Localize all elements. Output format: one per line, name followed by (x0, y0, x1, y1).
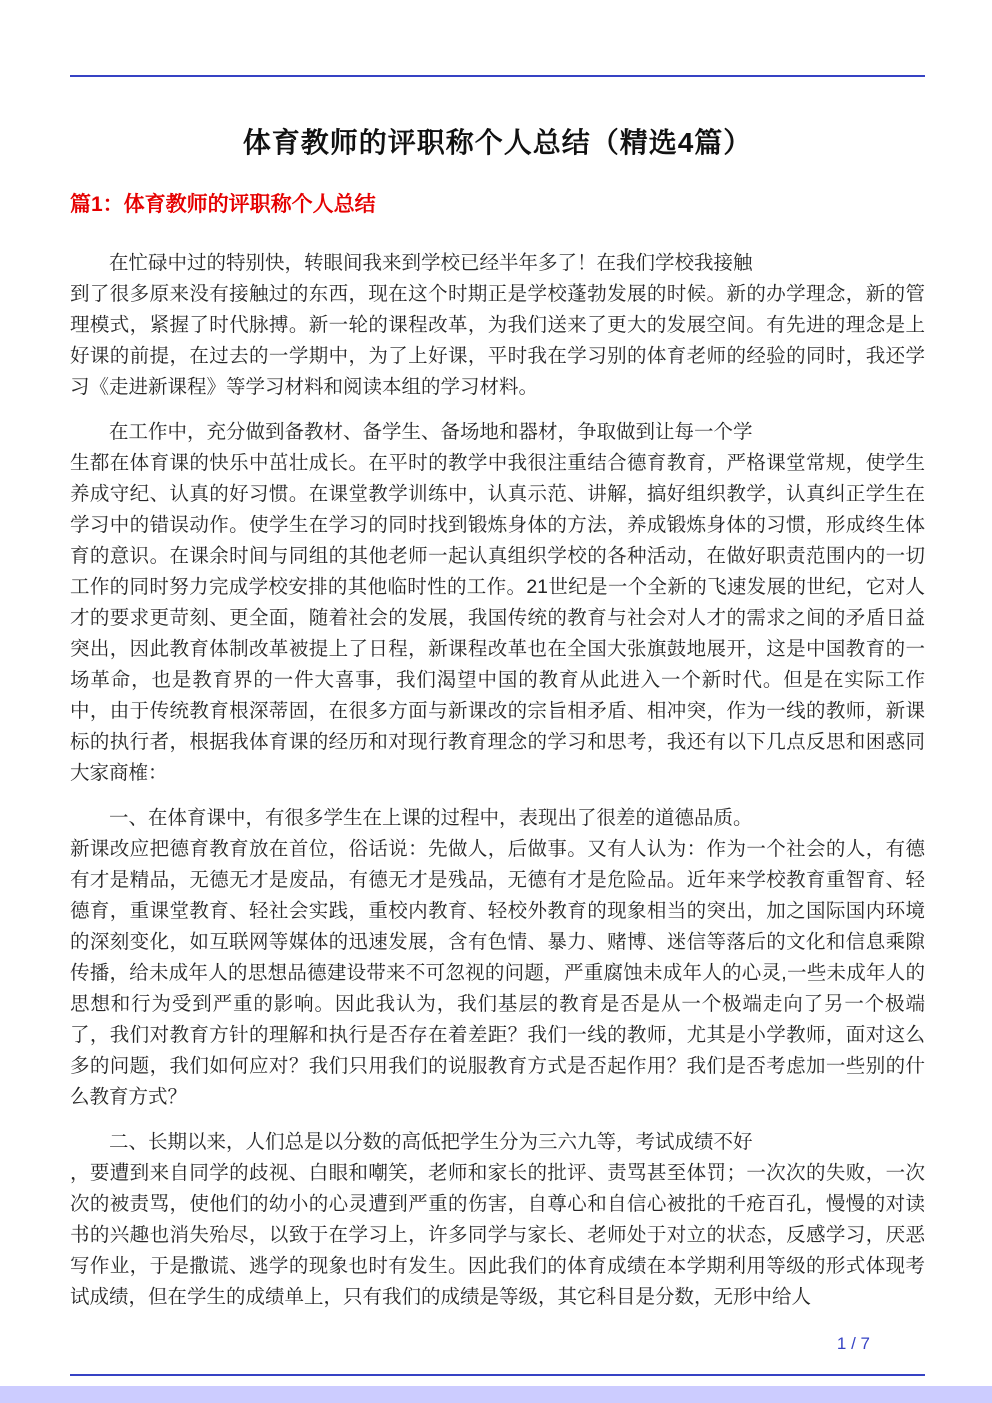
header-rule (70, 75, 925, 77)
paragraph-1-first-line: 在忙碌中过的特别快，转眼间我来到学校已经半年多了！在我们学校我接触 (109, 252, 753, 274)
paragraph-3-body: 新课改应把德育教育放在首位，俗话说：先做人，后做事。又有人认为：作为一个社会的人，有德有才是精品，无德无才是废品，有德无才是残品，无德有才是危险品。近年来学校教育重智育、轻德育，重课堂教育、轻社会实践，重校内教育、轻校外教育的现象相当的突出，加之国际国内环境的深刻变化，如互联网等媒体的迅速发展，含有色情、暴力、赌博、迷信等落后的文化和信息乘隙传播，给未成年人的思想品德建设带来不可忽视的问题，严重腐蚀未成年人的心灵,一些未成年人的思想和行为受到严重的影响。因此我认为，我们基层的教育是否是从一个极端走向了另一个极端了，我们对教育方针的理解和执行是否存在着差距？我们一线的教师，尤其是小学教师，面对这么多的问题，我们如何应对？我们只用我们的说服教育方式是否起作用？我们是否考虑加一些别的什么教育方式？ (70, 838, 925, 1108)
page-number: 1 / 7 (836, 1334, 870, 1353)
paragraph-2 (70, 417, 925, 789)
paragraph-4-body: ，要遭到来自同学的歧视、白眼和嘲笑，老师和家长的批评、责骂甚至体罚；一次次的失败，一次次的被责骂，使他们的幼小的心灵遭到严重的伤害，自尊心和自信心被批的千疮百孔，慢慢的对读书的兴趣也消失殆尽，以致于在学习上，许多同学与家长、老师处于对立的状态，反感学习，厌恶写作业，于是撒谎、逃学的现象也时有发生。因此我们的体育成绩在本学期利用等级的形式体现考试成绩，但在学生的成绩单上，只有我们的成绩是等级，其它科目是分数，无形中给人 (70, 1162, 925, 1308)
document-title: 体育教师的评职称个人总结（精选4篇） (242, 127, 753, 158)
paragraph-4 (70, 1127, 925, 1313)
footer-rule (70, 1374, 925, 1376)
paragraph-3 (70, 803, 925, 1113)
paragraph-1-body: 到了很多原来没有接触过的东西，现在这个时期正是学校蓬勃发展的时候。新的办学理念，新的管理模式，紧握了时代脉搏。新一轮的课程改革，为我们送来了更大的发展空间。有先进的理念是上好课的前提，在过去的一学期中，为了上好课，平时我在学习别的体育老师的经验的同时，我还学习《走进新课程》等学习材料和阅读本组的学习材料。 (70, 283, 925, 398)
section-heading: 篇1：体育教师的评职称个人总结 (70, 193, 376, 216)
paragraph-4-first-line: 二、长期以来，人们总是以分数的高低把学生分为三六九等，考试成绩不好 (109, 1131, 753, 1153)
paragraph-2-first-line: 在工作中，充分做到备教材、备学生、备场地和器材，争取做到让每一个学 (109, 421, 753, 443)
paragraph-2-body: 生都在体育课的快乐中茁壮成长。在平时的教学中我很注重结合德育教育，严格课堂常规，使学生养成守纪、认真的好习惯。在课堂教学训练中，认真示范、讲解，搞好组织教学，认真纠正学生在学习中的错误动作。使学生在学习的同时找到锻炼身体的方法，养成锻炼身体的习惯，形成终生体育的意识。在课余时间与同组的其他老师一起认真组织学校的各种活动，在做好职责范围内的一切工作的同时努力完成学校安排的其他临时性的工作。21世纪是一个全新的飞速发展的世纪，它对人才的要求更苛刻、更全面，随着社会的发展，我国传统的教育与社会对人才的需求之间的矛盾日益突出，因此教育体制改革被提上了日程，新课程改革也在全国大张旗鼓地展开，这是中国教育的一场革命，也是教育界的一件大喜事，我们渴望中国的教育从此进入一个新时代。但是在实际工作中，由于传统教育根深蒂固，在很多方面与新课改的宗旨相矛盾、相冲突，作为一线的教师，新课标的执行者，根据我体育课的经历和对现行教育理念的学习和思考，我还有以下几点反思和困惑同大家商榷： (70, 452, 925, 784)
paragraph-1 (70, 248, 925, 403)
paragraph-3-first-line: 一、在体育课中，有很多学生在上课的过程中，表现出了很差的道德品质。 (109, 807, 753, 829)
